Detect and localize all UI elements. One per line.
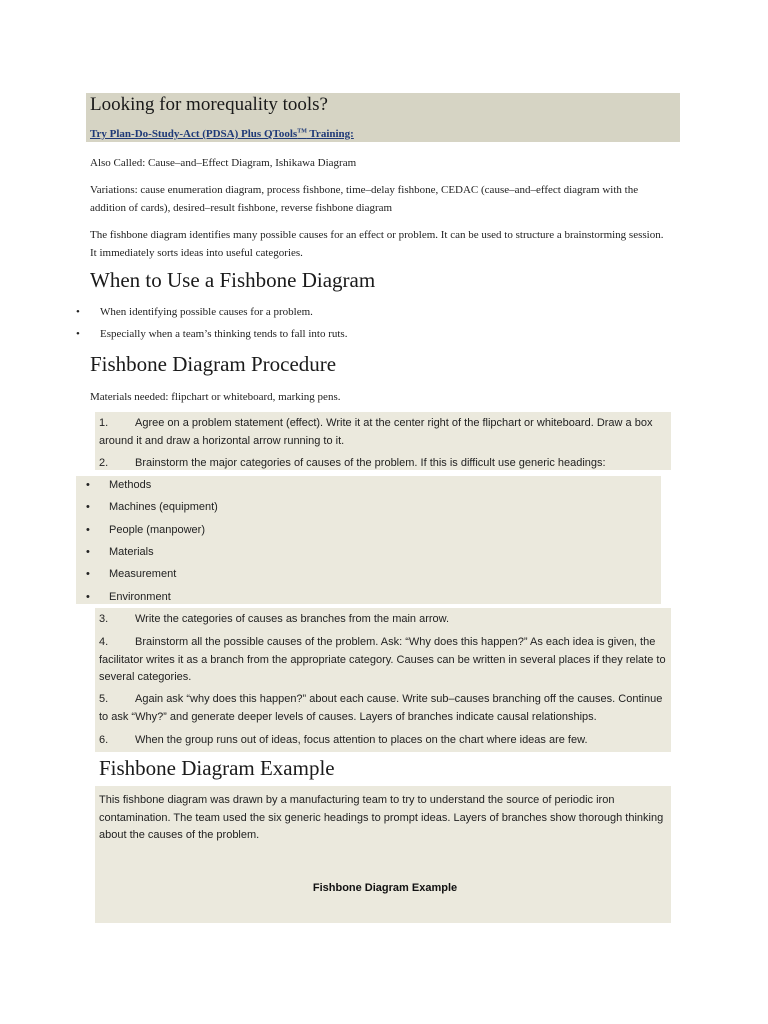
step-number: 2.: [99, 457, 109, 469]
step-number: 3.: [99, 613, 109, 625]
materials-text: Materials needed: flipchart or whiteboard, marking pens.: [90, 391, 341, 403]
example-heading: Fishbone Diagram Example: [99, 756, 335, 780]
step-number: 6.: [99, 734, 109, 746]
category-label: Measurement: [109, 568, 177, 580]
procedure-heading: Fishbone Diagram Procedure: [90, 352, 337, 376]
bullet-icon: •: [86, 501, 90, 513]
procedure-step: [99, 691, 671, 726]
example-caption: Fishbone Diagram Example: [312, 882, 458, 894]
pdsa-training-link-text[interactable]: Try Plan-Do-Study-Act (PDSA) Plus QTools: [90, 128, 298, 140]
procedure-step: [99, 732, 671, 750]
bullet-icon: •: [76, 328, 80, 340]
category-label: Materials: [109, 546, 154, 558]
procedure-step: [99, 415, 671, 450]
list-item: [86, 591, 171, 603]
list-item: [86, 501, 218, 513]
pdsa-training-link[interactable]: [90, 128, 354, 140]
bullet-icon: •: [86, 524, 90, 536]
category-label: People (manpower): [109, 524, 205, 536]
step-number: 1.: [99, 417, 109, 429]
step-text: Write the categories of causes as branches from the main arrow.: [135, 613, 450, 625]
step-number: 4.: [99, 636, 109, 648]
banner-title: Looking for morequality tools?: [90, 94, 328, 115]
category-label: Methods: [109, 479, 152, 491]
bullet-icon: •: [76, 306, 80, 318]
procedure-step: [99, 634, 671, 687]
step-text: Brainstorm the major categories of causes of the problem. If this is difficult use generic headings:: [135, 457, 606, 469]
procedure-step: [99, 455, 671, 473]
when-to-use-heading: When to Use a Fishbone Diagram: [90, 268, 376, 292]
step-text: When the group runs out of ideas, focus attention to places on the chart where ideas are few.: [135, 734, 588, 746]
category-label: Environment: [109, 591, 171, 603]
list-item: [86, 546, 154, 558]
step-text: Brainstorm all the possible causes of the problem. Ask: “Why does this happen?” As each idea is given, the facilitator writes it as a branch from the appropriate category. Causes can be written in several places if they relate to several categories.: [99, 636, 666, 683]
trademark-sup: TM: [297, 128, 307, 135]
categories-panel: [76, 476, 661, 604]
category-label: Machines (equipment): [109, 501, 218, 513]
procedure-step: [99, 611, 671, 629]
bullet-icon: •: [86, 591, 90, 603]
list-item: [76, 328, 347, 340]
bullet-icon: •: [86, 479, 90, 491]
also-called-text: Also Called: Cause–and–Effect Diagram, Ishikawa Diagram: [90, 157, 357, 169]
step-text: Again ask “why does this happen?” about each cause. Write sub–causes branching off the causes. Continue to ask “Why?” and generate deeper levels of causes. Layers of branches indicate causal relationships.: [99, 693, 663, 723]
variations-text: Variations: cause enumeration diagram, process fishbone, time–delay fishbone, CEDAC (cause–and–effect diagram with the addition of cards), desired–result fishbone, reverse fishbone diagram: [90, 184, 639, 214]
list-item: [86, 524, 205, 536]
list-item: [76, 306, 313, 318]
when-to-use-bullet-1: When identifying possible causes for a problem.: [100, 306, 313, 318]
description-text: The fishbone diagram identifies many possible causes for an effect or problem. It can be used to structure a brainstorming session. It immediately sorts ideas into useful categories.: [90, 229, 664, 259]
list-item: [86, 568, 176, 580]
step-text: Agree on a problem statement (effect). Write it at the center right of the flipchart or whiteboard. Draw a box around it and draw a horizontal arrow running to it.: [99, 417, 653, 447]
bullet-icon: •: [86, 568, 90, 580]
when-to-use-bullet-2: Especially when a team’s thinking tends to fall into ruts.: [100, 328, 348, 340]
example-text: This fishbone diagram was drawn by a manufacturing team to try to understand the source of periodic iron contamination. The team used the six generic headings to prompt ideas. Layers of branches show thorough thinking about the causes of the problem.: [99, 794, 664, 841]
list-item: [86, 479, 151, 491]
pdsa-training-link-tail[interactable]: Training:: [306, 128, 354, 140]
bullet-icon: •: [86, 546, 90, 558]
step-number: 5.: [99, 693, 109, 705]
